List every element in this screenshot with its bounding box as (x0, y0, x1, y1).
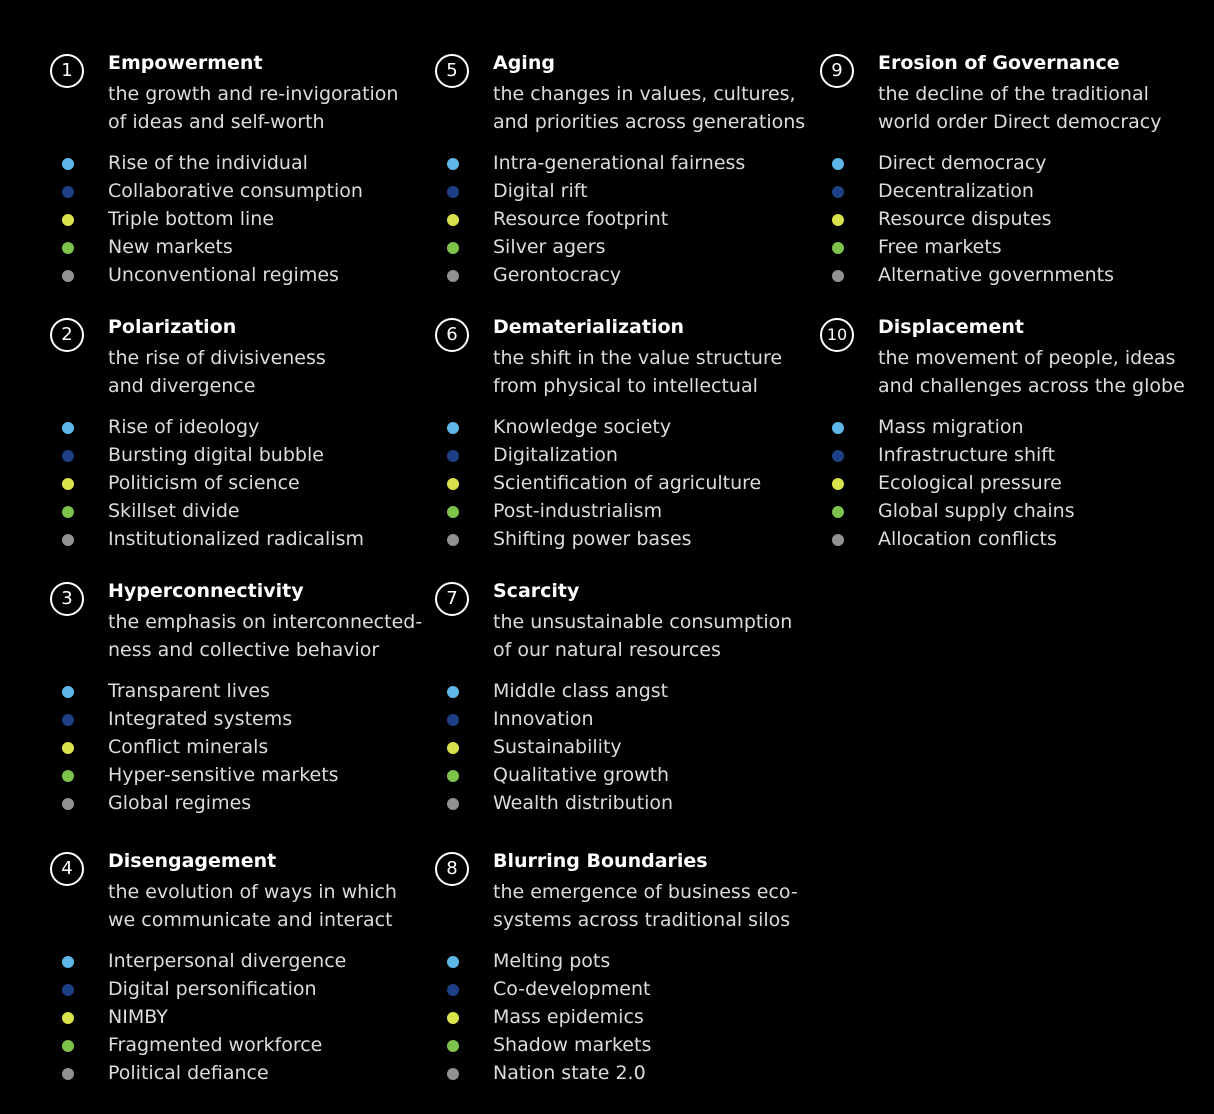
bullet-dot-icon (447, 450, 459, 462)
trend-number-badge: 9 (820, 54, 854, 88)
bullet-dot-icon (832, 158, 844, 170)
list-item-label: Collaborative consumption (108, 180, 363, 202)
bullet-dot-icon (447, 714, 459, 726)
bullet-dot-icon (62, 1012, 74, 1024)
trend-description (108, 878, 397, 934)
bullet-dot-icon (832, 450, 844, 462)
trend-number-badge: 2 (50, 318, 84, 352)
trend-description (878, 344, 1185, 400)
trend-title: Empowerment (108, 52, 263, 74)
list-item-label: Political defiance (108, 1062, 269, 1084)
list-item-label: Shadow markets (493, 1034, 652, 1056)
list-item-label: Interpersonal divergence (108, 950, 347, 972)
bullet-dot-icon (447, 506, 459, 518)
list-item-label: Knowledge society (493, 416, 672, 438)
trend-description-line: systems across traditional silos (493, 909, 791, 931)
bullet-dot-icon (62, 422, 74, 434)
bullet-dot-icon (62, 1040, 74, 1052)
bullet-dot-icon (62, 450, 74, 462)
bullet-dot-icon (62, 770, 74, 782)
list-item-label: Triple bottom line (108, 208, 275, 230)
trend-title: Scarcity (493, 580, 580, 602)
trend-title: Hyperconnectivity (108, 580, 304, 602)
trend-description-line: the movement of people, ideas (878, 347, 1176, 369)
list-item-label: Co-development (493, 978, 651, 1000)
list-item-label: Resource disputes (878, 208, 1052, 230)
list-item-label: Sustainability (493, 736, 622, 758)
list-item-label: Post-industrialism (493, 500, 663, 522)
trend-description (493, 608, 792, 664)
bullet-dot-icon (447, 242, 459, 254)
list-item-label: NIMBY (108, 1006, 168, 1028)
trend-description (108, 608, 422, 664)
list-item-label: Fragmented workforce (108, 1034, 323, 1056)
list-item-label: Ecological pressure (878, 472, 1062, 494)
bullet-dot-icon (447, 534, 459, 546)
trend-description (493, 344, 782, 400)
bullet-dot-icon (62, 158, 74, 170)
bullet-dot-icon (447, 1040, 459, 1052)
bullet-dot-icon (832, 422, 844, 434)
bullet-dot-icon (447, 984, 459, 996)
list-item-label: Intra-generational fairness (493, 152, 746, 174)
trend-number-badge: 8 (435, 852, 469, 886)
list-item-label: Nation state 2.0 (493, 1062, 646, 1084)
list-item-label: Qualitative growth (493, 764, 670, 786)
trend-title: Disengagement (108, 850, 277, 872)
list-item-label: Rise of the individual (108, 152, 308, 174)
bullet-dot-icon (447, 1012, 459, 1024)
trend-description-line: the shift in the value structure (493, 347, 783, 369)
bullet-dot-icon (62, 270, 74, 282)
trend-title: Blurring Boundaries (493, 850, 708, 872)
list-item-label: Scientification of agriculture (493, 472, 762, 494)
trend-description-line: the rise of divisiveness (108, 347, 326, 369)
bullet-dot-icon (62, 714, 74, 726)
bullet-dot-icon (447, 742, 459, 754)
list-item-label: Institutionalized radicalism (108, 528, 364, 550)
list-item-label: Melting pots (493, 950, 611, 972)
bullet-dot-icon (447, 686, 459, 698)
list-item-label: Middle class angst (493, 680, 669, 702)
list-item-label: Digital rift (493, 180, 588, 202)
trend-description-line: and challenges across the globe (878, 375, 1185, 397)
trend-description-line: from physical to intellectual (493, 375, 758, 397)
trend-description-line: the unsustainable consumption (493, 611, 793, 633)
list-item-label: Politicism of science (108, 472, 300, 494)
bullet-dot-icon (62, 186, 74, 198)
list-item-label: Digitalization (493, 444, 618, 466)
bullet-dot-icon (62, 984, 74, 996)
list-item-label: Alternative governments (878, 264, 1115, 286)
trend-description-line: the emergence of business eco- (493, 881, 798, 903)
bullet-dot-icon (447, 186, 459, 198)
bullet-dot-icon (62, 242, 74, 254)
list-item-label: Gerontocracy (493, 264, 622, 286)
trend-number-badge: 5 (435, 54, 469, 88)
list-item-label: Shifting power bases (493, 528, 692, 550)
trend-number-badge: 1 (50, 54, 84, 88)
bullet-dot-icon (832, 270, 844, 282)
trend-description (878, 80, 1161, 136)
list-item-label: Conflict minerals (108, 736, 269, 758)
trend-description-line: ness and collective behavior (108, 639, 380, 661)
bullet-dot-icon (62, 506, 74, 518)
trend-title: Aging (493, 52, 555, 74)
trend-description-line: we communicate and interact (108, 909, 393, 931)
trend-title: Erosion of Governance (878, 52, 1120, 74)
trend-description-line: the growth and re-invigoration (108, 83, 399, 105)
bullet-dot-icon (447, 1068, 459, 1080)
trend-description-line: world order Direct democracy (878, 111, 1162, 133)
bullet-dot-icon (447, 214, 459, 226)
list-item-label: Mass migration (878, 416, 1024, 438)
list-item-label: Silver agers (493, 236, 606, 258)
list-item-label: Free markets (878, 236, 1002, 258)
trend-number-badge: 6 (435, 318, 469, 352)
bullet-dot-icon (832, 214, 844, 226)
bullet-dot-icon (62, 798, 74, 810)
list-item-label: Bursting digital bubble (108, 444, 324, 466)
bullet-dot-icon (832, 186, 844, 198)
trend-description-line: the evolution of ways in which (108, 881, 397, 903)
bullet-dot-icon (832, 506, 844, 518)
trend-description-line: and priorities across generations (493, 111, 806, 133)
bullet-dot-icon (62, 686, 74, 698)
bullet-dot-icon (447, 798, 459, 810)
trend-title: Displacement (878, 316, 1024, 338)
trend-description (108, 80, 398, 136)
list-item-label: Transparent lives (108, 680, 270, 702)
list-item-label: Mass epidemics (493, 1006, 644, 1028)
trend-description-line: of our natural resources (493, 639, 721, 661)
bullet-dot-icon (62, 214, 74, 226)
trend-description-line: of ideas and self-worth (108, 111, 325, 133)
list-item-label: Unconventional regimes (108, 264, 339, 286)
trend-description-line: and divergence (108, 375, 256, 397)
list-item-label: Rise of ideology (108, 416, 260, 438)
bullet-dot-icon (62, 742, 74, 754)
list-item-label: Infrastructure shift (878, 444, 1056, 466)
trend-number-badge: 3 (50, 582, 84, 616)
trend-description-line: the changes in values, cultures, (493, 83, 796, 105)
bullet-dot-icon (447, 956, 459, 968)
list-item-label: Hyper-sensitive markets (108, 764, 339, 786)
list-item-label: Digital personification (108, 978, 317, 1000)
trend-description (493, 80, 805, 136)
trend-title: Dematerialization (493, 316, 685, 338)
trend-description-line: the decline of the traditional (878, 83, 1149, 105)
bullet-dot-icon (447, 158, 459, 170)
trend-title: Polarization (108, 316, 237, 338)
list-item-label: Global supply chains (878, 500, 1075, 522)
bullet-dot-icon (447, 770, 459, 782)
bullet-dot-icon (62, 956, 74, 968)
trend-description-line: the emphasis on interconnected- (108, 611, 423, 633)
trend-description (108, 344, 326, 400)
bullet-dot-icon (447, 478, 459, 490)
list-item-label: Decentralization (878, 180, 1034, 202)
list-item-label: Direct democracy (878, 152, 1047, 174)
list-item-label: Innovation (493, 708, 594, 730)
bullet-dot-icon (832, 242, 844, 254)
list-item-label: Integrated systems (108, 708, 293, 730)
list-item-label: New markets (108, 236, 233, 258)
bullet-dot-icon (62, 534, 74, 546)
bullet-dot-icon (447, 422, 459, 434)
trend-number-badge: 4 (50, 852, 84, 886)
list-item-label: Allocation conflicts (878, 528, 1057, 550)
trend-description (493, 878, 798, 934)
bullet-dot-icon (832, 478, 844, 490)
trend-number-badge: 7 (435, 582, 469, 616)
bullet-dot-icon (62, 478, 74, 490)
bullet-dot-icon (832, 534, 844, 546)
trend-number-badge: 10 (820, 318, 854, 352)
bullet-dot-icon (62, 1068, 74, 1080)
list-item-label: Global regimes (108, 792, 252, 814)
bullet-dot-icon (447, 270, 459, 282)
list-item-label: Skillset divide (108, 500, 240, 522)
list-item-label: Wealth distribution (493, 792, 674, 814)
list-item-label: Resource footprint (493, 208, 669, 230)
